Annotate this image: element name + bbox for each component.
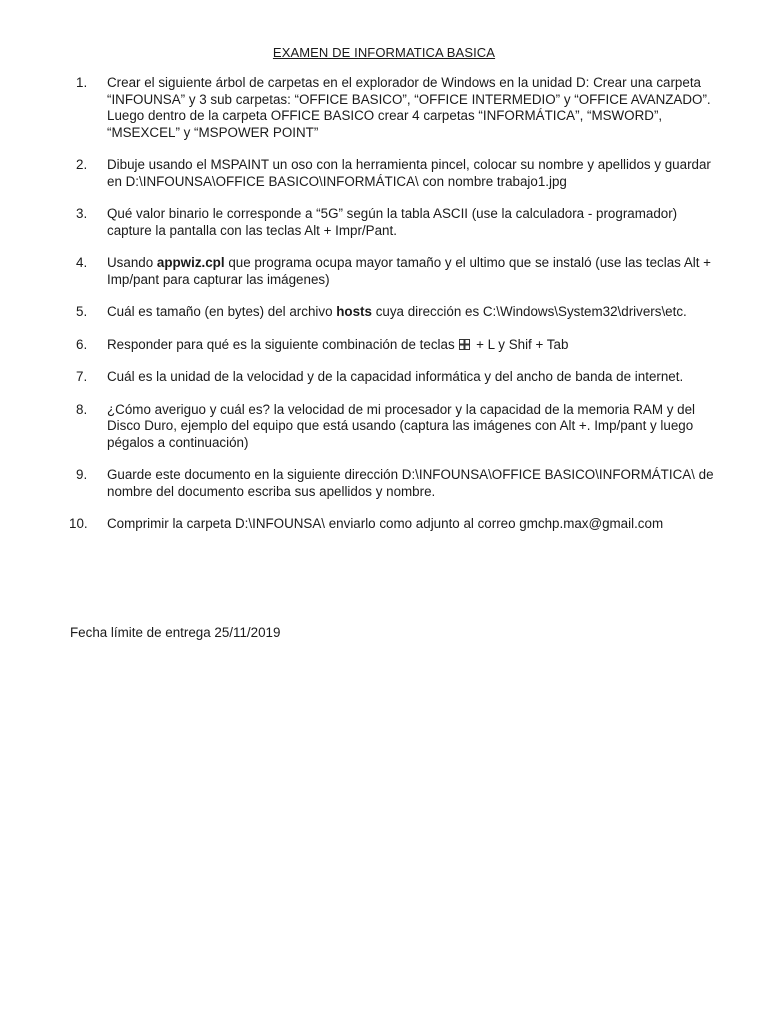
list-item [76, 337, 716, 354]
list-item [76, 369, 716, 386]
list-item [76, 402, 716, 452]
item-number: 9. [76, 467, 88, 482]
item-number: 4. [76, 255, 88, 270]
item-text: Dibuje usando el MSPAINT un oso con la herramienta pincel, colocar su nombre y apellidos y guardar en D:\INFOUNSA\OFFICE BASICO\INFORMÁTICA\ con nombre trabajo1.jpg [107, 157, 711, 189]
item-text-post: + L y Shif + Tab [472, 336, 569, 352]
item-text-pre: Responder para qué es la siguiente combinación de teclas [107, 336, 459, 352]
list-item [69, 516, 716, 533]
list-item [76, 75, 716, 141]
item-text: Crear el siguiente árbol de carpetas en el explorador de Windows en la unidad D: Crear una carpeta “INFOUNSA” y 3 sub carpetas: “OFFICE BASICO”, “OFFICE INTERMEDIO” y “OFFICE AVANZADO”. Luego dentro de la carpeta OFFICE BASICO crear 4 carpetas “INFORMÁTICA”, “MSWORD”, “MSEXCEL” y “MSPOWER POINT” [107, 75, 711, 140]
item-text: Qué valor binario le corresponde a “5G” según la tabla ASCII (use la calculadora - programador) capture la pantalla con las teclas Alt + Impr/Pant. [107, 206, 678, 238]
item-number: 1. [76, 75, 88, 90]
item-text-post: que programa ocupa mayor tamaño y el ultimo que se instaló (use las teclas Alt + Imp/pant para capturar las imágenes) [107, 255, 712, 287]
document-title: EXAMEN DE INFORMATICA BASICA [272, 45, 496, 60]
exam-question-list [69, 75, 716, 549]
item-number: 8. [76, 401, 88, 417]
item-text: ¿Cómo averiguo y cuál es? la velocidad de mi procesador y la capacidad de la memoria RAM y del Disco Duro, ejemplo del equipo que está usando (captura las imágenes con Alt +. Imp/pant y luego pégalos a continuación) [107, 401, 695, 450]
item-text: Cuál es la unidad de la velocidad y de la capacidad informática y del ancho de banda de internet. [107, 369, 684, 384]
item-number: 10. [69, 516, 88, 531]
command-appwiz: appwiz.cpl [156, 255, 225, 270]
list-item [76, 157, 716, 190]
item-number: 5. [76, 304, 88, 319]
deadline-text: Fecha límite de entrega 25/11/2019 [70, 625, 281, 640]
list-item [76, 206, 716, 239]
item-text: Guarde este documento en la siguiente dirección D:\INFOUNSA\OFFICE BASICO\INFORMÁTICA\ de nombre del documento escriba sus apellidos y nombre. [107, 467, 714, 499]
file-hosts: hosts [336, 304, 372, 319]
item-text-pre: Usando [107, 255, 157, 270]
item-text: Comprimir la carpeta D:\INFOUNSA\ enviarlo como adjunto al correo gmchp.max@gmail.com [107, 516, 664, 531]
windows-key-icon [459, 339, 470, 350]
item-text-pre: Cuál es tamaño (en bytes) del archivo [107, 304, 337, 319]
item-number: 3. [76, 206, 88, 221]
list-item [76, 255, 716, 288]
item-text-post: cuya dirección es C:\Windows\System32\drivers\etc. [371, 304, 687, 319]
list-item [76, 467, 716, 500]
item-number: 7. [76, 369, 88, 384]
item-number: 6. [76, 336, 88, 352]
list-item [76, 304, 716, 321]
item-number: 2. [76, 157, 88, 172]
